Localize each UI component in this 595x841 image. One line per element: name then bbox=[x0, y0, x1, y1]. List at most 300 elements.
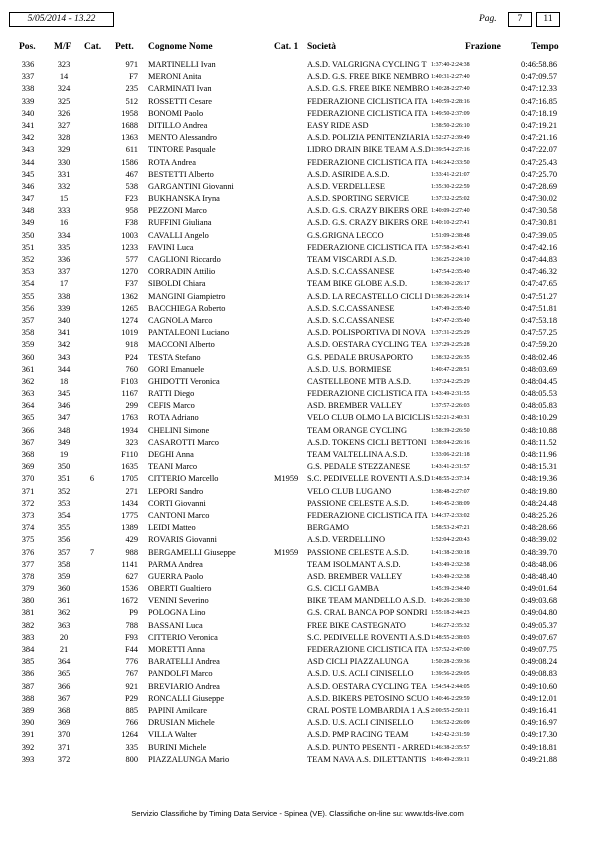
cell-pos: 370 bbox=[21, 474, 35, 484]
header-cat1: Cat. 1 bbox=[274, 42, 299, 52]
cell-frazione: 1:38:39-2:26:50 bbox=[431, 427, 470, 434]
cell-name: OBERTI Gualtiero bbox=[148, 584, 212, 594]
cell-tempo: 0:48:05.53 bbox=[521, 389, 558, 399]
cell-mf: 350 bbox=[57, 462, 71, 472]
cell-frazione: 1:40:59-2:28:16 bbox=[431, 98, 470, 105]
cell-pos: 388 bbox=[21, 693, 35, 703]
cell-frazione: 1:49:45-2:38:09 bbox=[431, 500, 470, 507]
cell-societa: EASY RIDE ASD bbox=[307, 120, 369, 130]
cell-frazione: 1:51:09-2:38:48 bbox=[431, 232, 470, 239]
cell-tempo: 0:49:18.81 bbox=[521, 742, 558, 752]
cell-pett: 921 bbox=[125, 681, 138, 691]
cell-pett: 1389 bbox=[121, 523, 138, 533]
cell-mf: 338 bbox=[57, 291, 71, 301]
table-row bbox=[0, 595, 595, 607]
cell-mf: 369 bbox=[57, 718, 71, 728]
cell-societa: S.C. PEDIVELLE ROVENTI A.S.D bbox=[307, 474, 431, 484]
cell-pett: 971 bbox=[125, 60, 138, 69]
cell-pett: 1265 bbox=[121, 303, 138, 313]
cell-pett: 467 bbox=[125, 169, 138, 179]
cell-mf: 355 bbox=[57, 523, 71, 533]
cell-tempo: 0:48:04.45 bbox=[521, 376, 558, 386]
cell-pos: 357 bbox=[21, 315, 35, 325]
cell-pos: 380 bbox=[21, 596, 35, 606]
cell-tempo: 0:47:46.32 bbox=[521, 267, 558, 277]
table-row bbox=[0, 644, 595, 656]
cell-frazione: 1:45:39-2:34:40 bbox=[431, 586, 470, 593]
results-table bbox=[0, 59, 595, 766]
cell-mf: 367 bbox=[57, 693, 71, 703]
cell-pett: F23 bbox=[124, 194, 138, 204]
cell-societa: G.S. CICLI GAMBA bbox=[307, 584, 380, 594]
cell-frazione: 1:40:10-2:27:41 bbox=[431, 220, 470, 227]
table-row bbox=[0, 425, 595, 437]
table-row bbox=[0, 717, 595, 729]
cell-mf: 342 bbox=[57, 340, 71, 350]
cell-pos: 369 bbox=[21, 462, 35, 472]
cell-pett: 1363 bbox=[121, 133, 138, 143]
cell-frazione: 1:57:58-2:45:41 bbox=[431, 244, 470, 251]
cell-pett: 767 bbox=[125, 669, 138, 679]
cell-name: ROTA Andrea bbox=[148, 157, 196, 167]
cell-societa: G.S. CRAL BANCA POP SONDRI bbox=[307, 608, 428, 618]
cell-tempo: 0:48:02.46 bbox=[521, 352, 558, 362]
cell-pos: 385 bbox=[21, 657, 35, 667]
table-row bbox=[0, 656, 595, 668]
cell-pos: 373 bbox=[21, 510, 35, 520]
cell-pett: F37 bbox=[124, 279, 138, 289]
cell-tempo: 0:49:07.75 bbox=[521, 645, 558, 654]
cell-mf: 16 bbox=[59, 218, 69, 228]
cell-tempo: 0:48:28.66 bbox=[521, 523, 558, 533]
cell-tempo: 0:47:28.69 bbox=[521, 181, 558, 191]
cell-tempo: 0:49:16.41 bbox=[521, 705, 558, 715]
cell-tempo: 0:48:11.96 bbox=[521, 450, 557, 459]
cell-pett: 1705 bbox=[121, 474, 138, 484]
header-pett: Pett. bbox=[115, 42, 134, 52]
cell-pos: 355 bbox=[21, 291, 35, 301]
table-row bbox=[0, 291, 595, 303]
cell-pett: 1141 bbox=[121, 559, 138, 569]
table-row bbox=[0, 498, 595, 510]
cell-pos: 345 bbox=[21, 169, 35, 179]
table-row bbox=[0, 59, 595, 71]
cell-pett: 335 bbox=[125, 742, 138, 752]
cell-tempo: 0:49:10.60 bbox=[521, 681, 558, 691]
cell-pett: P29 bbox=[124, 693, 138, 703]
cell-tempo: 0:47:16.85 bbox=[521, 96, 558, 106]
cell-mf: 19 bbox=[59, 450, 69, 459]
cell-pos: 342 bbox=[21, 133, 35, 143]
cell-mf: 361 bbox=[57, 596, 71, 606]
table-row bbox=[0, 132, 595, 144]
cell-mf: 343 bbox=[57, 352, 71, 362]
cell-pos: 392 bbox=[21, 742, 35, 752]
cell-tempo: 0:48:39.70 bbox=[521, 547, 558, 557]
cell-societa: A.S.D. VALGRIGNA CYCLING T bbox=[307, 60, 427, 69]
cell-pett: 766 bbox=[125, 718, 138, 728]
cell-societa: PASSIONE CELESTE A.S.D. bbox=[307, 547, 409, 557]
cell-pett: P9 bbox=[129, 608, 138, 618]
cell-frazione: 1:44:37-2:33:02 bbox=[431, 512, 470, 519]
cell-tempo: 0:48:10.88 bbox=[521, 425, 558, 435]
cell-pett: 323 bbox=[125, 437, 138, 447]
cell-name: GUERRA Paolo bbox=[148, 571, 204, 581]
cell-name: PIAZZALUNGA Mario bbox=[148, 754, 230, 764]
table-row bbox=[0, 449, 595, 461]
cell-frazione: 1:47:49-2:35:40 bbox=[431, 305, 470, 312]
cell-pett: 1688 bbox=[121, 120, 138, 130]
cell-pos: 391 bbox=[21, 730, 35, 740]
table-row bbox=[0, 339, 595, 351]
cell-pos: 371 bbox=[21, 486, 35, 496]
cell-name: CEFIS Marco bbox=[148, 401, 195, 411]
cell-tempo: 0:48:19.80 bbox=[521, 486, 558, 496]
cell-pett: 1362 bbox=[121, 291, 138, 301]
cell-pett: F103 bbox=[120, 376, 138, 386]
table-row bbox=[0, 96, 595, 108]
cell-societa: BIKE TEAM MANDELLO A.S.D. bbox=[307, 596, 426, 606]
cell-mf: 331 bbox=[57, 169, 71, 179]
cell-pett: 1586 bbox=[121, 157, 138, 167]
cell-name: RONCALLI Giuseppe bbox=[148, 693, 225, 703]
cell-mf: 372 bbox=[57, 754, 71, 764]
cell-societa: FREE BIKE CASTEGNATO bbox=[307, 620, 406, 630]
cell-frazione: 1:39:56-2:29:05 bbox=[431, 671, 470, 678]
cell-societa: FEDERAZIONE CICLISTICA ITA bbox=[307, 96, 428, 106]
cell-name: MACCONI Alberto bbox=[148, 340, 215, 350]
cell-name: LEIDI Matteo bbox=[148, 523, 196, 533]
cell-mf: 339 bbox=[57, 303, 71, 313]
cell-frazione: 1:52:27-2:39:49 bbox=[431, 135, 470, 142]
cell-societa: A.S.D. VERDELLINO bbox=[307, 535, 386, 545]
cell-name: CORTI Giovanni bbox=[148, 498, 206, 508]
cell-societa: A.S.D. VERDELLESE bbox=[307, 181, 386, 191]
cell-tempo: 0:47:51.81 bbox=[521, 303, 558, 313]
table-row bbox=[0, 205, 595, 217]
cell-frazione: 1:33:06-2:21:18 bbox=[431, 452, 470, 458]
cell-frazione: 1:40:31-2:27:40 bbox=[431, 74, 470, 81]
cell-pett: 788 bbox=[125, 620, 138, 630]
cell-mf: 349 bbox=[57, 437, 71, 447]
cell-name: ROTA Adriano bbox=[148, 413, 199, 423]
cell-pett: 538 bbox=[125, 181, 138, 191]
table-row bbox=[0, 437, 595, 449]
cell-name: SIBOLDI Chiara bbox=[148, 279, 206, 289]
cell-societa: A.S.D. SPORTING SERVICE bbox=[307, 194, 409, 204]
cell-pett: F44 bbox=[124, 645, 138, 654]
cell-tempo: 0:49:04.80 bbox=[521, 608, 558, 618]
cell-name: GHIDOTTI Veronica bbox=[148, 376, 220, 386]
table-row bbox=[0, 364, 595, 376]
cell-frazione: 1:39:54-2:27:16 bbox=[431, 147, 470, 154]
cell-societa: CRAL POSTE LOMBARDIA 1 A.S bbox=[307, 705, 430, 715]
cell-name: DEGHI Anna bbox=[148, 450, 194, 459]
cell-pos: 338 bbox=[21, 84, 35, 94]
cell-pos: 340 bbox=[21, 108, 35, 118]
cell-societa: ASD. BREMBER VALLEY bbox=[307, 571, 403, 581]
cell-societa: G.S. PEDALE STEZZANESE bbox=[307, 462, 411, 472]
cell-frazione: 1:50:28-2:39:36 bbox=[431, 659, 470, 666]
cell-tempo: 0:47:57.25 bbox=[521, 328, 558, 338]
cell-pett: 918 bbox=[125, 340, 138, 350]
cell-pos: 382 bbox=[21, 620, 35, 630]
table-row bbox=[0, 327, 595, 339]
cell-name: BACCHIEGA Roberto bbox=[148, 303, 226, 313]
cell-frazione: 2:00:55-2:50:11 bbox=[431, 707, 470, 714]
cell-societa: A.S.D. S.C.CASSANESE bbox=[307, 315, 395, 325]
cell-frazione: 1:43:41-2:31:57 bbox=[431, 464, 470, 471]
cell-name: CARMINATI Ivan bbox=[148, 84, 212, 94]
cell-societa: FEDERAZIONE CICLISTICA ITA bbox=[307, 645, 428, 654]
cell-mf: 359 bbox=[57, 571, 71, 581]
cell-societa: FEDERAZIONE CICLISTICA ITA bbox=[307, 389, 428, 399]
cell-mf: 364 bbox=[57, 657, 71, 667]
cell-frazione: 1:37:57-2:26:03 bbox=[431, 403, 470, 410]
header-tempo: Tempo bbox=[531, 42, 559, 52]
cell-name: BESTETTI Alberto bbox=[148, 169, 214, 179]
cell-pos: 363 bbox=[21, 389, 35, 399]
cell-mf: 15 bbox=[59, 194, 69, 204]
cell-tempo: 0:49:08.83 bbox=[521, 669, 558, 679]
cell-societa: S.C. PEDIVELLE ROVENTI A.S.D bbox=[307, 632, 431, 642]
cell-frazione: 1:47:47-2:35:40 bbox=[431, 317, 470, 324]
cell-mf: 363 bbox=[57, 620, 71, 630]
table-row bbox=[0, 217, 595, 229]
cell-name: CITTERIO Marcello bbox=[148, 474, 219, 484]
cell-frazione: 1:46:24-2:33:50 bbox=[431, 159, 470, 166]
table-row bbox=[0, 71, 595, 83]
table-row bbox=[0, 108, 595, 120]
cell-name: CITTERIO Veronica bbox=[148, 632, 218, 642]
cell-pos: 350 bbox=[21, 230, 35, 240]
cell-frazione: 1:37:31-2:25:29 bbox=[431, 330, 470, 337]
cell-societa: CASTELLEONE MTB A.S.D. bbox=[307, 376, 411, 386]
cell-tempo: 0:48:19.36 bbox=[521, 474, 558, 484]
cell-mf: 365 bbox=[57, 669, 71, 679]
cell-pett: 1958 bbox=[121, 108, 138, 118]
cell-pos: 351 bbox=[21, 242, 35, 252]
cell-pos: 389 bbox=[21, 705, 35, 715]
cell-tempo: 0:47:39.05 bbox=[521, 230, 558, 240]
cell-mf: 368 bbox=[57, 705, 71, 715]
cell-societa: A.S.D. ASIRIDE A.S.D. bbox=[307, 169, 390, 179]
cell-societa: PASSIONE CELESTE A.S.D. bbox=[307, 498, 409, 508]
cell-tempo: 0:48:15.31 bbox=[521, 462, 558, 472]
cell-name: POLOGNA Lino bbox=[148, 608, 206, 618]
table-row bbox=[0, 583, 595, 595]
cell-pos: 341 bbox=[21, 120, 35, 130]
cell-societa: FEDERAZIONE CICLISTICA ITA bbox=[307, 510, 428, 520]
cell-frazione: 1:33:41-2:21:07 bbox=[431, 171, 470, 178]
cell-pett: 885 bbox=[125, 705, 138, 715]
cell-tempo: 0:47:25.43 bbox=[521, 157, 558, 167]
cell-tempo: 0:46:58.86 bbox=[521, 60, 558, 69]
cell-mf: 333 bbox=[57, 206, 71, 216]
cell-societa: A.S.D. S.C.CASSANESE bbox=[307, 303, 395, 313]
cell-mf: 337 bbox=[57, 267, 71, 277]
cell-name: ROVARIS Giovanni bbox=[148, 535, 217, 545]
cell-societa: TEAM NAVA A.S. DILETTANTIS bbox=[307, 754, 427, 764]
cell-mf: 332 bbox=[57, 181, 71, 191]
cell-name: TESTA Stefano bbox=[148, 352, 201, 362]
cell-pett: 1635 bbox=[121, 462, 138, 472]
cell-name: BURINI Michele bbox=[148, 742, 207, 752]
cell-pos: 343 bbox=[21, 145, 35, 155]
table-row bbox=[0, 266, 595, 278]
cell-societa: BERGAMO bbox=[307, 523, 349, 533]
cell-frazione: 1:47:54-2:35:40 bbox=[431, 269, 470, 276]
cell-pos: 362 bbox=[21, 376, 35, 386]
cell-pos: 366 bbox=[21, 425, 35, 435]
cell-frazione: 1:40:09-2:27:40 bbox=[431, 208, 470, 215]
cell-frazione: 1:37:24-2:25:29 bbox=[431, 378, 470, 385]
cell-pos: 374 bbox=[21, 523, 35, 533]
cell-frazione: 1:48:55-2:38:03 bbox=[431, 634, 470, 641]
cell-societa: TEAM VALTELLINA A.S.D. bbox=[307, 450, 408, 459]
cell-frazione: 1:55:18-2:44:23 bbox=[431, 610, 470, 617]
cell-tempo: 0:47:30.02 bbox=[521, 194, 558, 204]
table-row bbox=[0, 742, 595, 754]
table-row bbox=[0, 486, 595, 498]
cell-societa: FEDERAZIONE CICLISTICA ITA bbox=[307, 108, 428, 118]
cell-pett: 577 bbox=[125, 255, 138, 264]
cell-frazione: 1:49:50-2:37:09 bbox=[431, 110, 470, 117]
cell-name: GORI Emanuele bbox=[148, 364, 205, 374]
cell-tempo: 0:47:22.07 bbox=[521, 145, 558, 155]
cell-pett: 1019 bbox=[121, 328, 138, 338]
cell-societa: VELO CLUB LUGANO bbox=[307, 486, 392, 496]
header-pos: Pos. bbox=[19, 42, 36, 52]
cell-frazione: 1:38:50-2:26:10 bbox=[431, 122, 470, 129]
cell-name: CAGNOLA Marco bbox=[148, 315, 213, 325]
cell-frazione: 1:37:32-2:25:02 bbox=[431, 196, 470, 203]
cell-pett: F110 bbox=[121, 450, 138, 459]
cell-frazione: 1:38:26-2:26:14 bbox=[431, 293, 470, 300]
cell-frazione: 1:52:04-2:20:43 bbox=[431, 537, 470, 544]
cell-pos: 379 bbox=[21, 584, 35, 594]
cell-pos: 346 bbox=[21, 181, 35, 191]
header-name: Cognome Nome bbox=[148, 42, 213, 52]
cell-societa: A.S.D. OESTARA CYCLING TEA bbox=[307, 681, 428, 691]
cell-mf: 14 bbox=[59, 72, 69, 82]
table-row bbox=[0, 230, 595, 242]
table-row bbox=[0, 254, 595, 266]
cell-tempo: 0:47:51.27 bbox=[521, 291, 558, 301]
cell-societa: A.S.D. G.S. CRAZY BIKERS ORE bbox=[307, 206, 428, 216]
cell-pett: F7 bbox=[129, 72, 138, 82]
cell-societa: TEAM BIKE GLOBE A.S.D. bbox=[307, 279, 408, 289]
cell-mf: 370 bbox=[57, 730, 71, 740]
cell-mf: 352 bbox=[57, 486, 71, 496]
cell-tempo: 0:47:30.81 bbox=[521, 218, 558, 228]
page-label: Pag. bbox=[479, 14, 497, 24]
cell-tempo: 0:47:42.16 bbox=[521, 242, 558, 252]
cell-name: BONOMI Paolo bbox=[148, 108, 204, 118]
cell-societa: A.S.D. OESTARA CYCLING TEA bbox=[307, 340, 428, 350]
cell-mf: 335 bbox=[57, 242, 71, 252]
cell-societa: A.S.D. POLISPORTIVA DI NOVA bbox=[307, 328, 426, 338]
cell-pett: 1003 bbox=[121, 230, 138, 240]
cell-pett: 1233 bbox=[121, 242, 138, 252]
cell-mf: 336 bbox=[57, 255, 71, 264]
table-row bbox=[0, 705, 595, 717]
cell-pett: 1763 bbox=[121, 413, 138, 423]
cell-pos: 364 bbox=[21, 401, 35, 411]
cell-societa: FEDERAZIONE CICLISTICA ITA bbox=[307, 157, 428, 167]
cell-pett: 800 bbox=[125, 754, 138, 764]
cell-societa: TEAM ISOLMANT A.S.D. bbox=[307, 559, 401, 569]
cell-tempo: 0:47:30.58 bbox=[521, 206, 558, 216]
cell-mf: 348 bbox=[57, 425, 71, 435]
table-row bbox=[0, 388, 595, 400]
cell-name: TEANI Marco bbox=[148, 462, 198, 472]
cell-mf: 325 bbox=[57, 96, 71, 106]
cell-name: FAVINI Luca bbox=[148, 242, 194, 252]
cell-pett: 611 bbox=[125, 145, 138, 155]
cell-pos: 368 bbox=[21, 450, 35, 459]
cell-societa: A.S.D. U.S. ACLI CINISELLO bbox=[307, 718, 414, 728]
cell-societa: A.S.D. G.S. FREE BIKE NEMBRO bbox=[307, 72, 430, 82]
cell-name: BERGAMELLI Giuseppe bbox=[148, 547, 236, 557]
cell-tempo: 0:47:47.65 bbox=[521, 279, 558, 289]
cell-pos: 381 bbox=[21, 608, 35, 618]
table-row bbox=[0, 632, 595, 644]
cell-tempo: 0:47:59.20 bbox=[521, 340, 558, 350]
cell-frazione: 1:46:27-2:35:32 bbox=[431, 622, 470, 629]
cell-frazione: 1:46:38-2:35:57 bbox=[431, 744, 470, 751]
cell-name: PAPINI Amilcare bbox=[148, 705, 208, 715]
cell-frazione: 1:49:26-2:38:30 bbox=[431, 598, 470, 605]
cell-mf: 340 bbox=[57, 315, 71, 325]
cell-pett: 235 bbox=[125, 84, 138, 94]
cell-name: DRUSIAN Michele bbox=[148, 718, 215, 728]
cell-name: PANTALEONI Luciano bbox=[148, 328, 230, 338]
cell-pett: 1264 bbox=[121, 730, 138, 740]
cell-societa: TEAM ORANGE CYCLING bbox=[307, 425, 408, 435]
cell-mf: 347 bbox=[57, 413, 71, 423]
cell-tempo: 0:48:11.52 bbox=[521, 437, 557, 447]
table-row bbox=[0, 461, 595, 473]
cell-pett: 512 bbox=[125, 96, 138, 106]
cell-pos: 372 bbox=[21, 498, 35, 508]
cell-frazione: 1:36:25-2:24:10 bbox=[431, 257, 470, 263]
cell-societa: A.S.D. TOKENS CICLI BETTONI bbox=[307, 437, 427, 447]
cell-pett: 1434 bbox=[121, 498, 138, 508]
cell-pett: 299 bbox=[125, 401, 138, 411]
cell-pett: 958 bbox=[125, 206, 138, 216]
cell-frazione: 1:36:52-2:26:09 bbox=[431, 720, 470, 727]
cell-mf: 21 bbox=[59, 645, 69, 654]
cell-name: BUKHANSKA Iryna bbox=[148, 194, 220, 204]
cell-mf: 356 bbox=[57, 535, 71, 545]
cell-mf: 17 bbox=[59, 279, 69, 289]
header-mf: M/F bbox=[54, 42, 72, 52]
cell-tempo: 0:47:53.18 bbox=[521, 315, 558, 325]
cell-name: RUFFINI Giuliana bbox=[148, 218, 212, 228]
cell-pett: 627 bbox=[125, 571, 138, 581]
cell-pett: 1775 bbox=[121, 510, 138, 520]
cell-frazione: 1:52:21-2:40:31 bbox=[431, 415, 470, 422]
cell-name: CAGLIONI Riccardo bbox=[148, 255, 221, 264]
cell-societa: TEAM VISCARDI A.S.D. bbox=[307, 255, 397, 264]
cell-frazione: 1:54:54-2:44:05 bbox=[431, 683, 470, 690]
cell-pos: 367 bbox=[21, 437, 35, 447]
cell-pos: 339 bbox=[21, 96, 35, 106]
cell-mf: 346 bbox=[57, 401, 71, 411]
cell-mf: 357 bbox=[57, 547, 71, 557]
cell-societa: A.S.D. U.S. BORMIESE bbox=[307, 364, 392, 374]
